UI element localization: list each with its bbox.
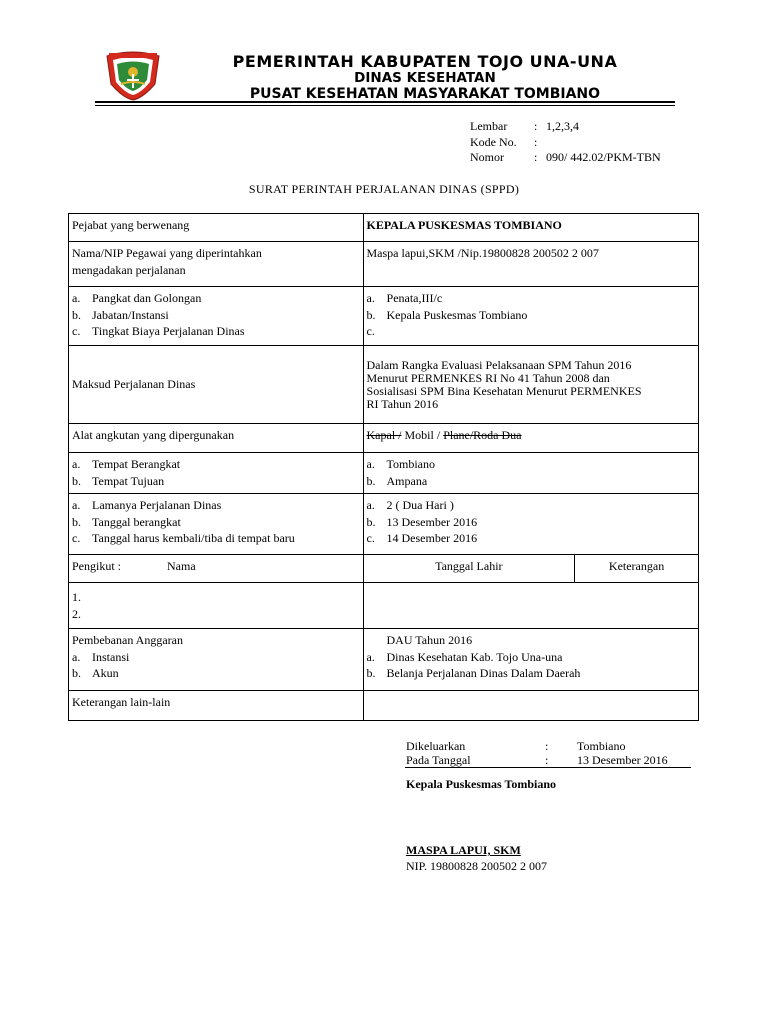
- anggaran-labels: Pembebanan Anggaran a. Instansi b. Akun: [69, 629, 364, 691]
- angkutan-label: Alat angkutan yang dipergunakan: [69, 424, 364, 453]
- meta-label: Kode No.: [470, 134, 517, 149]
- keterangan-label: Keterangan lain-lain: [69, 691, 364, 721]
- meta-label: Lembar: [470, 119, 508, 133]
- footer-underline: [405, 767, 691, 768]
- row-tempat: [69, 453, 699, 494]
- angkutan-value: Kapal / Mobil / Plane/Roda Dua: [363, 424, 698, 453]
- footer-tanggal: Pada Tanggal : 13 Desember 2016: [406, 753, 668, 767]
- maksud-label: Maksud Perjalanan Dinas: [69, 346, 364, 424]
- row-pengikut-list: [69, 583, 699, 629]
- pengikut-item: 2.: [72, 606, 81, 621]
- pengikut-item: 1.: [72, 590, 81, 604]
- waktu-values: a. 2 ( Dua Hari ) b. 13 Desember 2016 c. 14 Desember 2016: [363, 494, 698, 555]
- maksud-value: Dalam Rangka Evaluasi Pelaksanaan SPM Tahun 2016 Menurut PERMENKES RI No 41 Tahun 2008 dan Sosialisasi SPM Bina Kesehatan Menurut PERMENKES RI Tahun 2016: [363, 346, 698, 424]
- keterangan-value: [363, 691, 698, 721]
- regency-emblem-logo: [103, 50, 163, 102]
- row-angkutan: [69, 424, 699, 453]
- header-rule-thick: [95, 101, 675, 103]
- row-anggaran: [69, 629, 699, 691]
- meta-row-kode: Kode No. :: [470, 134, 538, 149]
- pengikut-nama-header: Nama: [167, 559, 196, 573]
- row-keterangan: [69, 691, 699, 721]
- row-pegawai: [69, 242, 699, 287]
- signatory-position: Kepala Puskesmas Tombiano: [406, 777, 557, 791]
- pengikut-list: [69, 583, 364, 629]
- meta-value: 1,2,3,4: [546, 119, 579, 133]
- pengikut-details: [363, 583, 698, 629]
- meta-label: Nomor: [470, 150, 504, 164]
- pangkat-values: a. Penata,III/c b. Kepala Puskesmas Tombiano c.: [363, 287, 698, 346]
- waktu-labels: a. Lamanya Perjalanan Dinas b. Tanggal berangkat c. Tanggal harus kembali/tiba di tempat baru: [69, 494, 364, 555]
- tempat-labels: a. Tempat Berangkat b. Tempat Tujuan: [69, 453, 364, 494]
- header-rule-thin: [95, 105, 675, 106]
- row-pejabat: [69, 214, 699, 242]
- signatory-name: MASPA LAPUI, SKM: [406, 843, 521, 857]
- row-pengikut-header: [69, 555, 699, 583]
- pejabat-label: Pejabat yang berwenang: [69, 214, 364, 242]
- tempat-values: a. Tombiano b. Ampana: [363, 453, 698, 494]
- pegawai-label: Nama/NIP Pegawai yang diperintahkan mengadakan perjalanan: [69, 242, 364, 287]
- header-government: PEMERINTAH KABUPATEN TOJO UNA-UNA: [232, 52, 618, 71]
- header-department: DINAS KESEHATAN: [354, 70, 496, 86]
- meta-row-lembar: Lembar : 1,2,3,4: [470, 119, 579, 133]
- meta-value: 090/ 442.02/PKM-TBN: [546, 150, 661, 164]
- meta-row-nomor: Nomor : 090/ 442.02/PKM-TBN: [470, 150, 661, 164]
- pejabat-value: KEPALA PUSKESMAS TOMBIANO: [363, 214, 698, 242]
- signatory-nip: NIP. 19800828 200502 2 007: [406, 859, 548, 873]
- pegawai-value: Maspa lapui,SKM /Nip.19800828 200502 2 007: [363, 242, 698, 287]
- document-meta: [470, 119, 661, 166]
- sppd-form-table: [68, 213, 699, 721]
- document-title: SURAT PERINTAH PERJALANAN DINAS (SPPD): [248, 182, 520, 196]
- row-pangkat: [69, 287, 699, 346]
- pengikut-label: Pengikut : Nama: [69, 555, 364, 583]
- footer-dikeluarkan: Dikeluarkan : Tombiano: [406, 739, 626, 753]
- row-maksud: [69, 346, 699, 424]
- pangkat-labels: a. Pangkat dan Golongan b. Jabatan/Instansi c. Tingkat Biaya Perjalanan Dinas: [69, 287, 364, 346]
- header-health-center: PUSAT KESEHATAN MASYARAKAT TOMBIANO: [249, 86, 601, 102]
- anggaran-values: DAU Tahun 2016 a. Dinas Kesehatan Kab. Tojo Una-una b. Belanja Perjalanan Dinas Dalam Daerah: [363, 629, 698, 691]
- pengikut-tanggal-header: Tanggal Lahir: [363, 555, 575, 583]
- row-waktu: [69, 494, 699, 555]
- pengikut-keterangan-header: Keterangan: [575, 555, 699, 583]
